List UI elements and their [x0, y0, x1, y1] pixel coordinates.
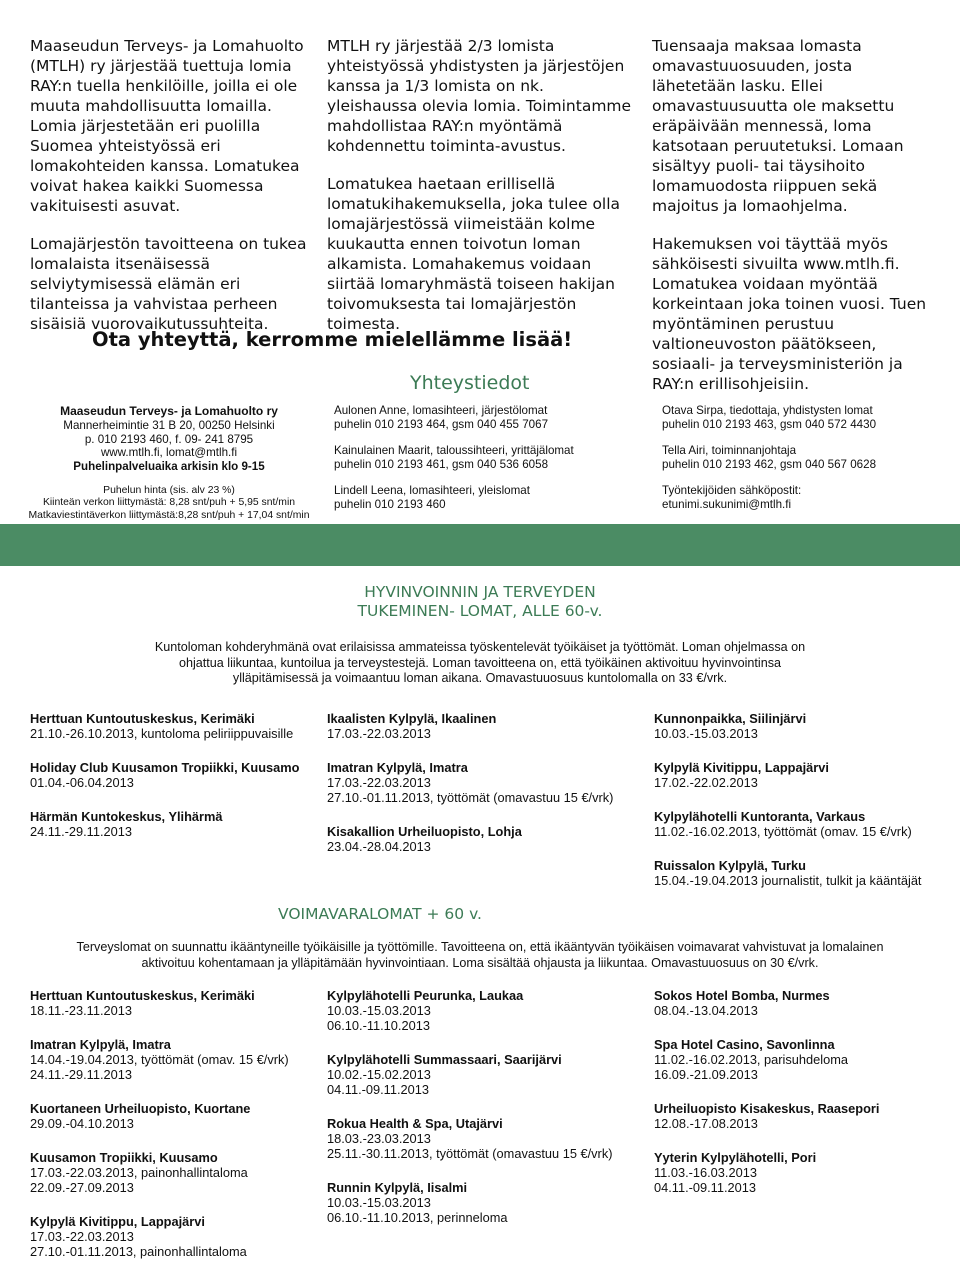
resort-dates: 10.03.-15.03.2013: [327, 1003, 431, 1018]
resort-name: Kylpylähotelli Kuntoranta, Varkaus: [654, 809, 866, 824]
staff-email: [662, 484, 942, 511]
resort-dates: 18.03.-23.03.2013: [327, 1131, 431, 1146]
resort-dates: 10.03.-15.03.2013: [654, 726, 758, 741]
staff-phone: puhelin 010 2193 463, gsm 040 572 4430: [662, 417, 877, 431]
section2-col3: [654, 988, 944, 1214]
intro-column-2: [327, 36, 635, 352]
resort-entry: [327, 1180, 647, 1225]
resort-dates: 01.04.-06.04.2013: [30, 775, 134, 790]
resort-name: Kylpylä Kivitippu, Lappajärvi: [30, 1214, 205, 1229]
section2-col2: [327, 988, 647, 1244]
resort-name: Kuortaneen Urheiluopisto, Kuortane: [30, 1101, 251, 1116]
resort-dates: 18.11.-23.11.2013: [30, 1003, 132, 1018]
price-note: Puhelun hinta (sis. alv 23 %): [103, 485, 235, 496]
staff-role: , toiminnanjohtaja: [705, 444, 797, 457]
resort-name: Kuusamon Tropiikki, Kuusamo: [30, 1150, 218, 1165]
resort-name: Holiday Club Kuusamon Tropiikki, Kuusamo: [30, 760, 300, 775]
resort-name: Yyterin Kylpylähotelli, Pori: [654, 1150, 817, 1165]
resort-entry: [30, 1150, 320, 1195]
resort-entry: [30, 988, 320, 1018]
staff-role: , lomasihteeri, yleislomat: [402, 484, 530, 497]
intro-paragraph: Lomajärjestön tavoitteena on tukea lomalaista itsenäisessä selviytymisessä elämän eri tilanteissa ja vahvistaa perheen sisäisiä vuorovaikutussuhteita.: [30, 235, 307, 333]
resort-name: Imatran Kylpylä, Imatra: [30, 1037, 171, 1052]
resort-name: Urheiluopisto Kisakeskus, Raasepori: [654, 1101, 880, 1116]
resort-entry: [327, 1052, 647, 1097]
resort-name: Herttuan Kuntoutuskeskus, Kerimäki: [30, 711, 255, 726]
resort-dates: 10.02.-15.02.2013: [327, 1067, 431, 1082]
resort-dates: 11.02.-16.02.2013, työttömät (omav. 15 €/vrk): [654, 824, 912, 839]
resort-entry: [654, 1150, 944, 1195]
section1-col2: [327, 711, 647, 873]
resort-dates: 04.11.-09.11.2013: [654, 1180, 756, 1195]
section1-title-line1: HYVINVOINNIN JA TERVEYDEN: [364, 583, 596, 601]
green-divider-band: [0, 524, 960, 566]
resort-dates: 22.09.-27.09.2013: [30, 1180, 134, 1195]
resort-name: Kylpylähotelli Peurunka, Laukaa: [327, 988, 524, 1003]
section1-description: [20, 640, 940, 687]
resort-name: Ruissalon Kylpylä, Turku: [654, 858, 806, 873]
resort-name: Kunnonpaikka, Siilinjärvi: [654, 711, 807, 726]
intro-column-1: [30, 36, 308, 352]
email-label: Työntekijöiden sähköpostit:: [662, 484, 802, 497]
resort-entry: [327, 760, 647, 805]
resort-name: Ikaalisten Kylpylä, Ikaalinen: [327, 711, 497, 726]
staff-role: , lomasihteeri, järjestölomat: [406, 404, 548, 417]
resort-dates: 06.10.-11.10.2013: [327, 1018, 430, 1033]
desc-line: Terveyslomat on suunnattu ikääntyneille työikäisille ja työttömille. Tavoitteena on, että ikääntyvän työikäisen voimavarat vahvistuvat ja lomalainen: [76, 940, 884, 954]
resort-dates: 27.10.-01.11.2013, työttömät (omavastuu 15 €/vrk): [327, 790, 614, 805]
resort-dates: 08.04.-13.04.2013: [654, 1003, 758, 1018]
section1-col1: [30, 711, 320, 858]
section2-title: VOIMAVARALOMAT + 60 v.: [278, 905, 482, 923]
resort-name: Runnin Kylpylä, Iisalmi: [327, 1180, 468, 1195]
staff-phone: puhelin 010 2193 464, gsm 040 455 7067: [334, 417, 549, 431]
staff-entry: [334, 444, 634, 471]
price-landline: Kiinteän verkon liittymästä: 8,28 snt/puh + 5,95 snt/min: [42, 497, 296, 509]
organization-info: [28, 404, 310, 522]
desc-line: aktivoituu kohentamaan ja ylläpitämään hyvinvointiaan. Loma sisältää ohjausta ja liikuntaa. Omavastuuosuus on 30 €/vrk.: [141, 955, 819, 970]
resort-entry: [327, 988, 647, 1033]
resort-entry: [30, 1101, 320, 1131]
staff-entry: [662, 404, 942, 431]
resort-dates: 23.04.-28.04.2013: [327, 839, 431, 854]
contacts-title: Yhteystiedot: [410, 372, 530, 394]
resort-dates: 17.02.-22.02.2013: [654, 775, 758, 790]
resort-name: Sokos Hotel Bomba, Nurmes: [654, 988, 830, 1003]
org-hours: Puhelinpalveluaika arkisin klo 9-15: [73, 459, 265, 473]
desc-line: Kuntoloman kohderyhmänä ovat erilaisissa ammateissa työskentelevät työikäiset ja työttömät. Loman ohjelmassa on: [154, 640, 806, 654]
resort-name: Kylpylä Kivitippu, Lappajärvi: [654, 760, 829, 775]
intro-paragraph: MTLH ry järjestää 2/3 lomista yhteistyössä yhdistysten ja järjestöjen kanssa ja 1/3 lomista on nk. yleishaussa olevia lomia. Toimintamme mahdollistaa RAY:n myöntämä kohdennettu toiminta-avustus.: [327, 37, 632, 155]
resort-dates: 25.11.-30.11.2013, työttömät (omavastuu 15 €/vrk): [327, 1146, 613, 1161]
resort-dates: 04.11.-09.11.2013: [327, 1082, 429, 1097]
section1-col3: [654, 711, 944, 907]
staff-name: Otava Sirpa: [662, 404, 724, 417]
resort-dates: 11.03.-16.03.2013: [654, 1165, 757, 1180]
contact-headline: Ota yhteyttä, kerromme mielellämme lisää!: [92, 328, 573, 351]
resort-dates: 29.09.-04.10.2013: [30, 1116, 134, 1131]
resort-dates: 15.04.-19.04.2013 journalistit, tulkit ja kääntäjät: [654, 873, 922, 888]
resort-dates: 27.10.-01.11.2013, painonhallintaloma: [30, 1244, 247, 1259]
intro-paragraph: Tuensaaja maksaa lomasta omavastuuosuuden, josta lähetetään lasku. Ellei omavastuusuutta ole maksettu eräpäivään mennessä, loma katsotaan peruutetuksi. Lomaan sisältyy puoli- tai täysihoito lomamuodosta riippuen sekä majoitus ja lomaohjelma.: [652, 37, 904, 215]
intro-column-3: [652, 36, 932, 412]
resort-entry: [327, 711, 647, 741]
staff-phone: puhelin 010 2193 461, gsm 040 536 6058: [334, 457, 549, 471]
staff-entry: [662, 444, 942, 471]
staff-role: , taloussihteeri, yrittäjälomat: [430, 444, 574, 457]
staff-role: , tiedottaja, yhdistysten lomat: [723, 404, 873, 417]
resort-dates: 21.10.-26.10.2013, kuntoloma peliriippuvaisille: [30, 726, 294, 741]
resort-entry: [327, 1116, 647, 1161]
resort-entry: [654, 988, 944, 1018]
staff-entry: [334, 404, 634, 431]
resort-dates: 11.02.-16.02.2013, parisuhdeloma: [654, 1052, 848, 1067]
resort-name: Imatran Kylpylä, Imatra: [327, 760, 468, 775]
resort-name: Kylpylähotelli Summassaari, Saarijärvi: [327, 1052, 562, 1067]
resort-entry: [30, 1214, 320, 1259]
desc-line: ylläpitämisessä ja voimaantuu loman aikana. Omavastuuosuus kuntolomalla on 33 €/vrk.: [232, 671, 728, 686]
org-name: Maaseudun Terveys- ja Lomahuolto ry: [60, 404, 278, 418]
staff-name: Lindell Leena: [334, 484, 403, 497]
resort-dates: 24.11.-29.11.2013: [30, 1067, 132, 1082]
staff-name: Kainulainen Maarit: [334, 444, 431, 457]
resort-entry: [30, 809, 320, 839]
resort-name: Spa Hotel Casino, Savonlinna: [654, 1037, 835, 1052]
resort-dates: 14.04.-19.04.2013, työttömät (omav. 15 €/vrk): [30, 1052, 289, 1067]
resort-dates: 12.08.-17.08.2013: [654, 1116, 758, 1131]
org-web[interactable]: www.mtlh.fi, lomat@mtlh.fi: [100, 446, 238, 459]
resort-name: Herttuan Kuntoutuskeskus, Kerimäki: [30, 988, 255, 1003]
resort-entry: [654, 711, 944, 741]
section2-col1: [30, 988, 320, 1277]
resort-dates: 17.03.-22.03.2013: [327, 775, 431, 790]
resort-entry: [654, 1037, 944, 1082]
resort-name: Rokua Health & Spa, Utajärvi: [327, 1116, 503, 1131]
resort-name: Härmän Kuntokeskus, Ylihärmä: [30, 809, 223, 824]
org-phone: p. 010 2193 460, f. 09- 241 8795: [84, 432, 254, 446]
intro-paragraph: Lomatukea haetaan erillisellä lomatukihakemuksella, joka tulee olla lomajärjestössä viimeistään kolme kuukautta ennen toivotun loman alkamista. Lomahakemus voidaan siirtää lomaryhmästä toiseen hakijan toivomuksesta tai lomajärjestön toimesta.: [327, 175, 621, 333]
resort-entry: [30, 760, 320, 790]
intro-paragraph: Maaseudun Terveys- ja Lomahuolto (MTLH) ry järjestää tuettuja lomia RAY:n tuella henkilöille, joilla ei ole muuta mahdollisuutta lomailla. Lomia järjestetään eri puolilla Suomea yhteistyössä eri lomakohteiden kanssa. Lomatukea voivat hakea kaikki Suomessa vakituisesti asuvat.: [30, 37, 304, 215]
staff-column-1: [334, 404, 634, 524]
staff-entry: [334, 484, 634, 511]
intro-paragraph: Hakemuksen voi täyttää myös sähköisesti sivuilta www.mtlh.fi. Lomatukea voidaan myöntää korkeintaan joka toinen vuosi. Tuen myöntäminen perustuu valtioneuvoston päätökseen, sosiaali- ja terveysministeriön ja RAY:n erillisohjeisiin.: [652, 235, 927, 393]
resort-dates: 10.03.-15.03.2013: [327, 1195, 431, 1210]
resort-entry: [30, 1037, 320, 1082]
resort-entry: [654, 809, 944, 839]
section1-title-line2: TUKEMINEN- LOMAT, ALLE 60-v.: [357, 602, 603, 620]
section1-title: [0, 583, 960, 621]
staff-name: Tella Airi: [662, 444, 706, 457]
resort-entry: [654, 760, 944, 790]
resort-dates: 17.03.-22.03.2013: [30, 1229, 134, 1244]
resort-entry: [327, 824, 647, 854]
email-format: etunimi.sukunimi@mtlh.fi: [662, 497, 792, 511]
resort-entry: [30, 711, 320, 741]
price-mobile: Matkaviestintäverkon liittymästä:8,28 snt/puh + 17,04 snt/min: [28, 509, 310, 521]
section2-description: [20, 940, 940, 971]
resort-dates: 16.09.-21.09.2013: [654, 1067, 758, 1082]
resort-entry: [654, 1101, 944, 1131]
resort-name: Kisakallion Urheiluopisto, Lohja: [327, 824, 522, 839]
resort-dates: 17.03.-22.03.2013: [327, 726, 431, 741]
staff-column-2: [662, 404, 942, 524]
staff-phone: puhelin 010 2193 460: [334, 497, 446, 511]
resort-dates: 24.11.-29.11.2013: [30, 824, 132, 839]
resort-entry: [654, 858, 944, 888]
org-address: Mannerheimintie 31 B 20, 00250 Helsinki: [63, 419, 275, 432]
desc-line: ohjattua liikuntaa, kuntoilua ja terveystestejä. Loman tavoitteena on, että työikäinen aktivoituu hyvinvointinsa: [178, 655, 782, 670]
staff-name: Aulonen Anne: [334, 404, 407, 417]
resort-dates: 17.03.-22.03.2013, painonhallintaloma: [30, 1165, 248, 1180]
staff-phone: puhelin 010 2193 462, gsm 040 567 0628: [662, 457, 877, 471]
resort-dates: 06.10.-11.10.2013, perinneloma: [327, 1210, 508, 1225]
